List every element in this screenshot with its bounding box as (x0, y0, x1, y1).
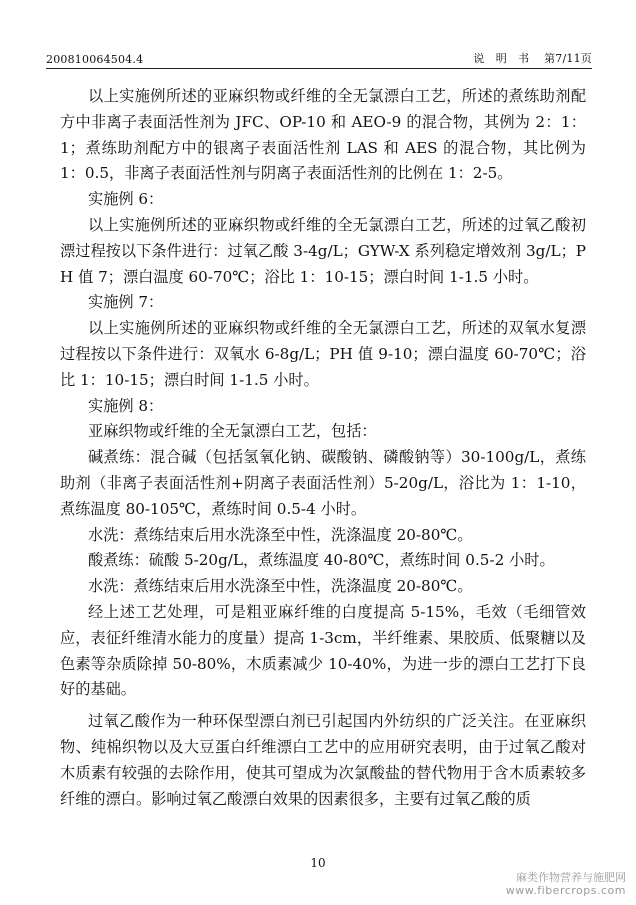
patent-number: 200810064504.4 (46, 53, 144, 66)
paragraph: 以上实施例所述的亚麻织物或纤维的全无氯漂白工艺，所述的过氧乙酸初漂过程按以下条件进行：过氧乙酸 3-4g/L；GYW-X 系列稳定增效剂 3g/L；PH 值 7；漂白温度 60-70℃；浴比 1：10-15；漂白时间 1-1.5 小时。 (60, 215, 586, 286)
paragraph: 水洗：煮练结束后用水洗涤至中性，洗涤温度 20-80℃。 (88, 577, 473, 596)
paragraph: 酸煮练：硫酸 5-20g/L，煮练温度 40-80℃，煮练时间 0.5-2 小时。 (88, 551, 555, 570)
watermark-title: 麻类作物营养与施肥网 (516, 871, 626, 884)
header-right (473, 50, 592, 66)
section-heading: 实施例 6： (88, 190, 164, 209)
section-heading: 实施例 8： (88, 396, 164, 415)
paragraph: 碱煮练：混合碱（包括氢氧化钠、碳酸钠、磷酸钠等）30-100g/L，煮练助剂（非离子表面活性剂+阴离子表面活性剂）5-20g/L，浴比为 1：1-10，煮练温度 80-105℃，煮练时间 0.5-4 小时。 (60, 448, 586, 518)
watermark-url: www.fibercrops.com (505, 884, 626, 897)
paragraph: 以上实施例所述的亚麻织物或纤维的全无氯漂白工艺，所述的双氧水复漂过程按以下条件进行：双氧水 6-8g/L；PH 值 9-10；漂白温度 60-70℃；浴比 1：10-15；漂白时间 1-1.5 小时。 (60, 319, 586, 389)
paragraph: 以上实施例所述的亚麻织物或纤维的全无氯漂白工艺，所述的煮练助剂配方中非离子表面活性剂为 JFC、OP-10 和 AEO-9 的混合物，其例为 2：1：1；煮练助剂配方中的银离子表面活性剂 LAS 和 AES 的混合物，其比例为 1：0.5，非离子表面活性剂与阴离子表面活性剂的比例在 1：2-5。 (60, 87, 586, 183)
document-body (60, 84, 586, 812)
paragraph: 过氧乙酸作为一种环保型漂白剂已引起国内外纺织的广泛关注。在亚麻织物、纯棉织物以及大豆蛋白纤维漂白工艺中的应用研究表明，由于过氧乙酸对木质素有较强的去除作用，使其可望成为次氯酸盐的替代物用于含木质素较多纤维的漂白。影响过氧乙酸漂白效果的因素很多，主要有过氧乙酸的质 (60, 712, 586, 808)
header-divider (46, 68, 592, 69)
paragraph: 亚麻织物或纤维的全无氯漂白工艺，包括： (88, 422, 377, 441)
paragraph: 经上述工艺处理，可是粗亚麻纤维的白度提高 5-15%，毛效（毛细管效应，表征纤维清水能力的度量）提高 1-3cm，半纤维素、果胶质、低聚糖以及色素等杂质除掉 50-80%，木质素减少 10-40%，为进一步的漂白工艺打下良好的基础。 (60, 602, 586, 699)
page-number: 10 (310, 856, 326, 870)
page-header (46, 50, 592, 66)
page-indicator: 第7/11页 (544, 52, 592, 65)
section-heading: 实施例 7： (88, 293, 164, 312)
paragraph: 水洗：煮练结束后用水洗涤至中性，洗涤温度 20-80℃。 (88, 525, 473, 544)
section-title: 说 明 书 (473, 52, 530, 65)
site-watermark (506, 871, 626, 897)
